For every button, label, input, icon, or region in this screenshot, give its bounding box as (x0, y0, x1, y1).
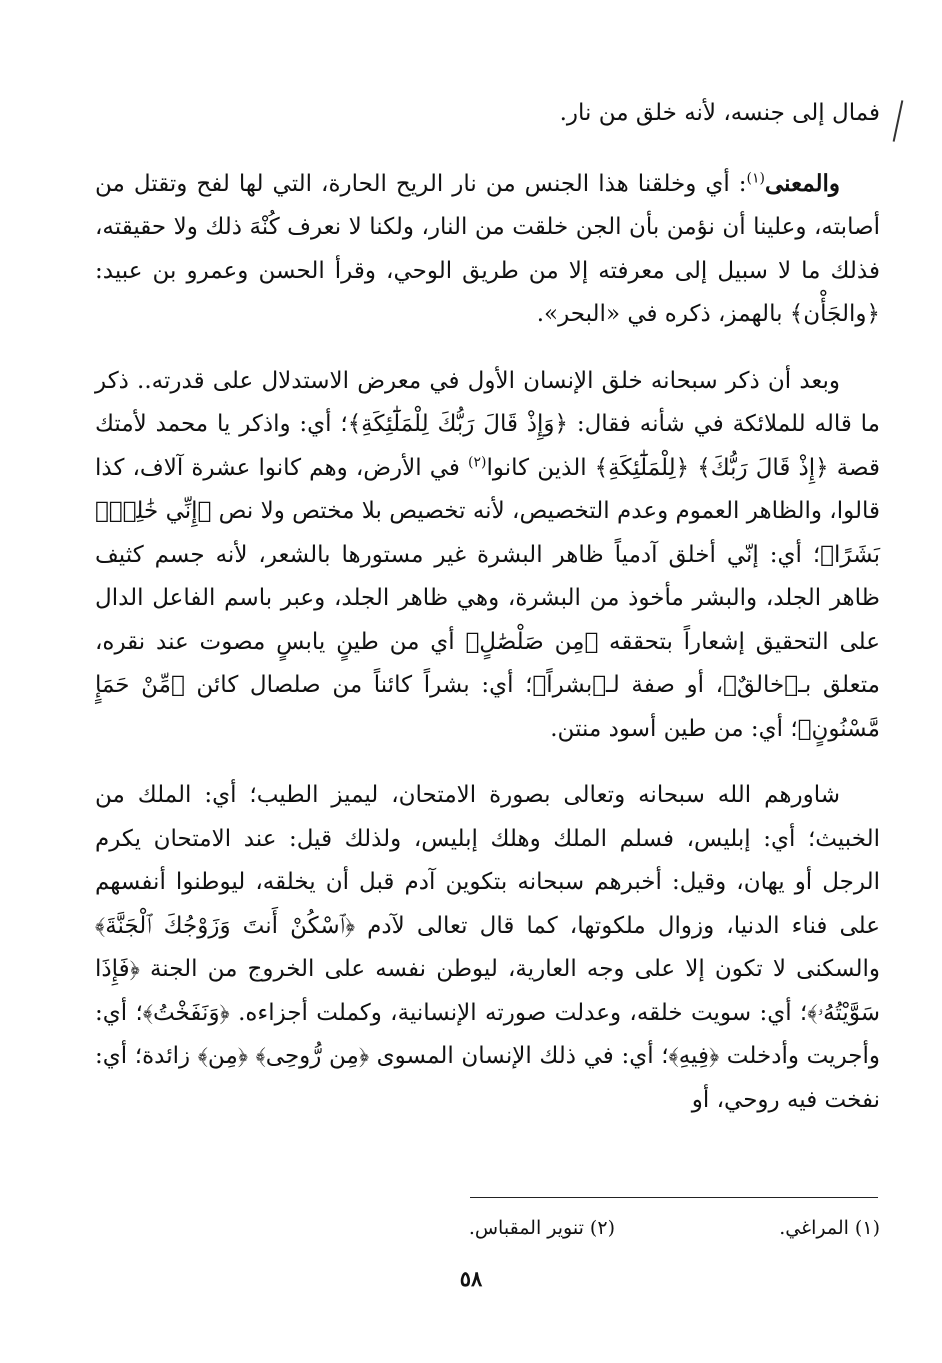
footnote-1: (١) المراغي. (779, 1217, 880, 1239)
paragraph-4: شاورهم الله سبحانه وتعالى بصورة الامتحان، ليميز الطيب؛ أي: الملك من الخبيث؛ أي: إبليس، فسلم الملك وهلك إبليس، ولذلك قيل: عند الامتحان يكرم الرجل أو يهان، وقيل: أخبرهم سبحانه بتكوين آدم قبل أن يخلقه، ليوطنوا أنفسهم على فناء الدنيا، وزوال ملكوتها، كما قال تعالى لآدم ﴿ٱسْكُنْ أَنتَ وَزَوْجُكَ ٱلْجَنَّةَ﴾ والسكنى لا تكون إلا على وجه العارية، ليوطن نفسه على الخروج من الجنة ﴿فَإِذَا سَوَّيْتُهُۥ﴾؛ أي: سويت خلقه، وعدلت صورته الإنسانية، وكملت أجزاءه. ﴿وَنَفَخْتُ﴾؛ أي: وأجريت وأدخلت ﴿فِيهِ﴾؛ أي: في ذلك الإنسان المسوى ﴿مِن رُّوحِى﴾ ﴿مِن﴾ زائدة؛ أي: نفخت فيه روحي، أو (95, 782, 880, 1113)
footnote-ref-1: (١) (746, 169, 765, 186)
margin-mark (893, 100, 904, 141)
paragraph-2-lead: والمعنى (765, 169, 841, 197)
paragraph-2-text: : أي وخلقنا هذا الجنس من نار الريح الحارة، التي لها لفح وتقتل من أصابته، وعلينا أن نؤمن بأن الجن خلقت من النار، ولكنا لا نعرف كُنْهَ ذلك ولا حقيقته، فذلك ما لا سبيل إلى معرفته إلا من طريق الوحي، وقرأ الحسن وعمرو بن عبيد: ﴿والجَأْن﴾ بالهمز، ذكره في «البحر». (95, 170, 880, 327)
paragraph-1: فمال إلى جنسه، لأنه خلق من نار. (559, 100, 880, 126)
footnote-2: (٢) تنوير المقباس. (468, 1217, 615, 1239)
footnote-divider (470, 1197, 878, 1198)
paragraph-2 (95, 162, 880, 337)
page-number: ٥٨ (459, 1266, 483, 1291)
paragraph-3-text-b: في الأرض، وهم كانوا عشرة آلاف، كذا قالوا، والظاهر العموم وعدم التخصيص، لأنه تخصيص بلا مختص ولا نص ﴿إِنِّي خَٰلِقٌۢ بَشَرًا﴾؛ أي: إنّي أخلق آدمياً ظاهر البشرة غير مستورها بالشعر، لأنه جسم كثيف ظاهر الجلد، والبشر مأخوذ من البشرة، وهي ظاهر الجلد، وعبر باسم الفاعل الدال على التحقيق إشعاراً بتحققه ﴿مِن صَلْصَٰلٍ﴾ أي من طينٍ يابسٍ مصوت عند نقره، متعلق بـ﴿خالقٌ﴾، أو صفة لـ﴿بشراً﴾؛ أي: بشراً كائناً من صلصال كائن ﴿مِّنْ حَمَإٍ مَّسْنُونٍ﴾؛ أي: من طين أسود منتن. (95, 454, 880, 742)
page-body (95, 92, 880, 1145)
paragraph-3 (95, 360, 880, 752)
paragraph-3-text-a: وبعد أن ذكر سبحانه خلق الإنسان الأول في معرض الاستدلال على قدرته.. ذكر ما قاله للملائكة في شأنه فقال: ﴿وَإِذْ قَالَ رَبُّكَ لِلْمَلَٰٓئِكَةِ﴾؛ أي: واذكر يا محمد لأمتك قصة ﴿إِذْ قَالَ رَبُّكَ﴾ ﴿لِلْمَلَٰٓئِكَةِ﴾ الذين كانوا (95, 367, 880, 481)
footnote-ref-2: (٢) (468, 453, 487, 470)
